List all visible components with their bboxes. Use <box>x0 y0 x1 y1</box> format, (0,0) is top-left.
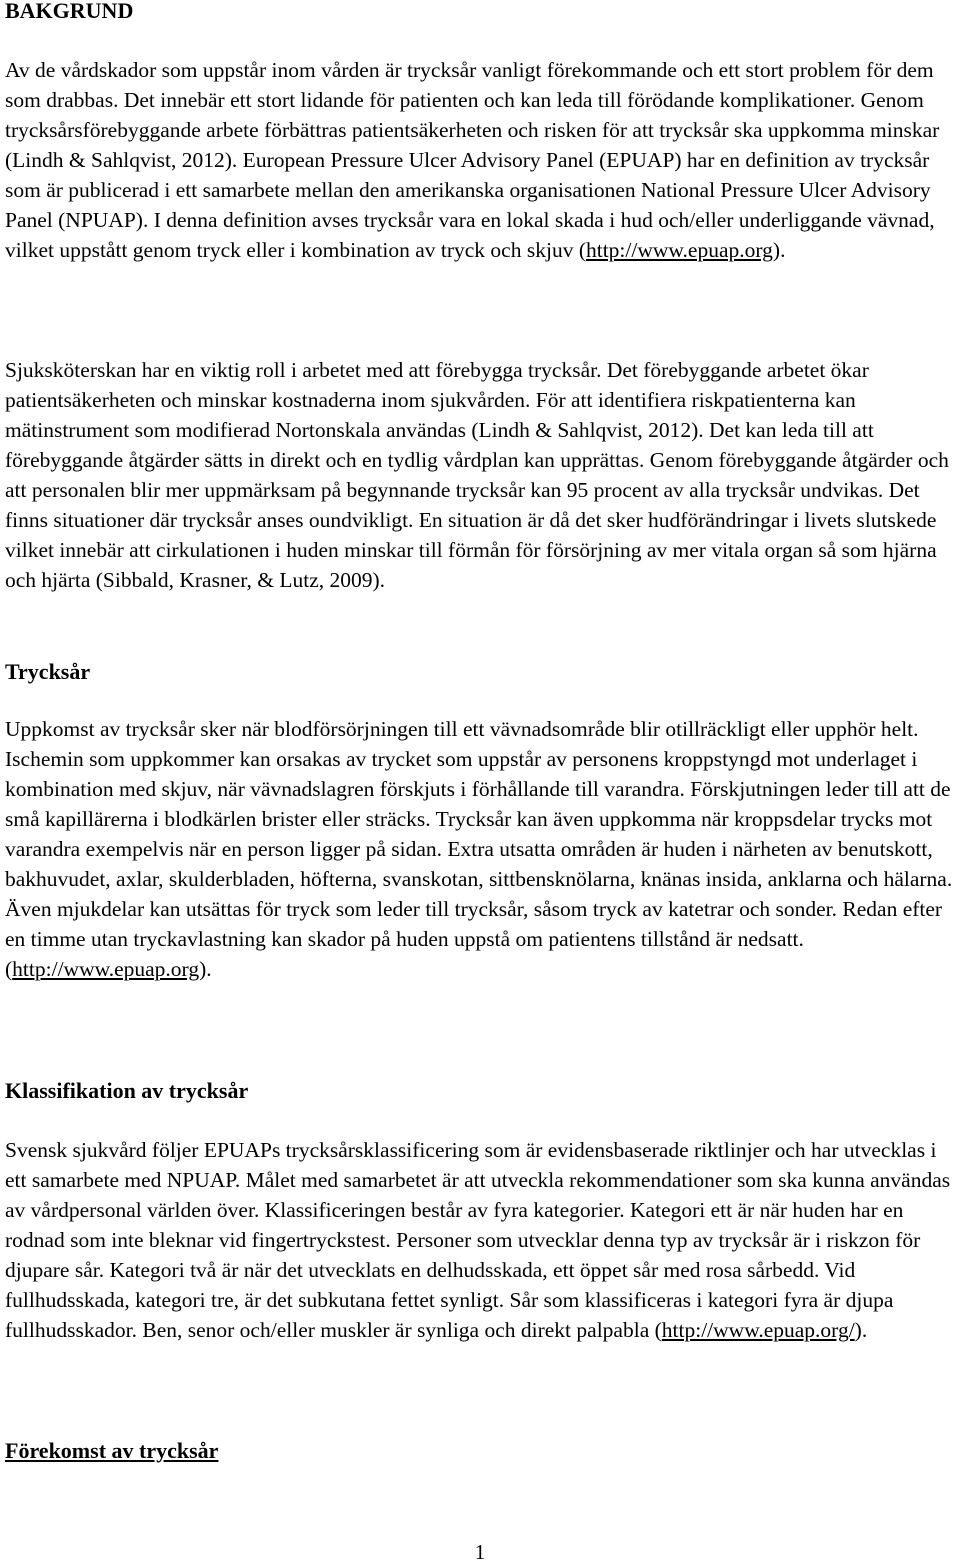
heading-forekomst: Förekomst av trycksår <box>5 1438 219 1463</box>
paragraph-trycksar <box>5 714 960 984</box>
epuap-link-1[interactable]: http://www.epuap.org <box>585 238 773 262</box>
paragraph-intro <box>5 55 960 265</box>
paragraph-klassifikation-end: ). <box>854 1318 868 1342</box>
paragraph-klassifikation <box>5 1135 960 1345</box>
paragraph-trycksar-text: Uppkomst av trycksår sker när blodförsörjningen till ett vävnadsområde blir otillräckligt eller upphör helt. Ischemin som uppkommer kan orsakas av trycket som uppstår av personens kroppstyngd mot underlaget i kombination med skjuv, när vävnadslagren förskjuts i förhållande till varandra. Förskjutningen leder till att de små kapillärerna i blodkärlen brister eller sträcks. Trycksår kan även uppkomma när kroppsdelar trycks mot varandra exempelvis när en person ligger på sidan. Extra utsatta områden är huden i närheten av benutskott, bakhuvudet, axlar, skulderbladen, höfterna, svanskotan, sittbensknölarna, knänas insida, anklarna och hälarna. Även mjukdelar kan utsättas för tryck som leder till trycksår, såsom tryck av katetrar och sonder. Redan efter en timme utan tryckavlastning kan skador på huden uppstå om patientens tillstånd är nedsatt. ( <box>5 717 953 981</box>
paragraph-intro-text: Av de vårdskador som uppstår inom vården är trycksår vanligt förekommande och ett stort problem för dem som drabbas. Det innebär ett stort lidande för patienten och kan leda till förödande komplikationer. Genom trycksårsförebyggande arbete förbättras patientsäkerheten och risken för att trycksår ska uppkomma minskar (Lindh & Sahlqvist, 2012). European Pressure Ulcer Advisory Panel (EPUAP) har en definition av trycksår som är publicerad i ett samarbete mellan den amerikanska organisationen National Pressure Ulcer Advisory Panel (NPUAP). I denna definition avses trycksår vara en lokal skada i hud och/eller underliggande vävnad, vilket uppstått genom tryck eller i kombination av tryck och skjuv ( <box>5 58 940 262</box>
paragraph-klassifikation-text: Svensk sjukvård följer EPUAPs trycksårsklassificering som är evidensbaserade riktlinjer och har utvecklas i ett samarbete med NPUAP. Målet med samarbetet är att utveckla rekommendationer som ska kunna användas av vårdpersonal världen över. Klassificeringen består av fyra kategorier. Kategori ett är när huden har en rodnad som inte bleknar vid fingertryckstest. Personer som utvecklar denna typ av trycksår är i riskzon för djupare sår. Kategori två är när det utvecklats en delhudsskada, ett öppet sår med rosa sårbedd. Vid fullhudsskada, kategori tre, är det subkutana fettet synligt. Sår som klassificeras i kategori fyra är djupa fullhudsskador. Ben, senor och/eller muskler är synliga och direkt palpabla ( <box>5 1138 951 1342</box>
paragraph-nurse-role: Sjuksköterskan har en viktig roll i arbetet med att förebygga trycksår. Det förebyggande arbetet ökar patientsäkerheten och minskar kostnaderna inom sjukvården. För att identifiera riskpatienterna kan mätinstrument som modifierad Nortonskala användas (Lindh & Sahlqvist, 2012). Det kan leda till att förebyggande åtgärder sätts in direkt och en tydlig vårdplan kan upprättas. Genom förebyggande åtgärder och att personalen blir mer uppmärksam på begynnande trycksår kan 95 procent av alla trycksår undvikas. Det finns situationer där trycksår anses oundvikligt. En situation är då det sker hudförändringar i livets slutskede vilket innebär att cirkulationen i huden minskar till förmån för försörjning av mer vitala organ så som hjärna och hjärta (Sibbald, Krasner, & Lutz, 2009). <box>5 358 949 592</box>
paragraph-trycksar-end: ). <box>199 957 212 981</box>
paragraph-intro-end: ). <box>772 238 786 262</box>
heading-trycksar: Trycksår <box>5 659 91 684</box>
page-number: 1 <box>474 1540 486 1564</box>
heading-bakgrund: BAKGRUND <box>5 0 134 23</box>
epuap-link-3[interactable]: http://www.epuap.org/ <box>661 1318 855 1342</box>
heading-klassifikation: Klassifikation av trycksår <box>5 1078 249 1103</box>
epuap-link-2[interactable]: http://www.epuap.org <box>12 957 200 981</box>
